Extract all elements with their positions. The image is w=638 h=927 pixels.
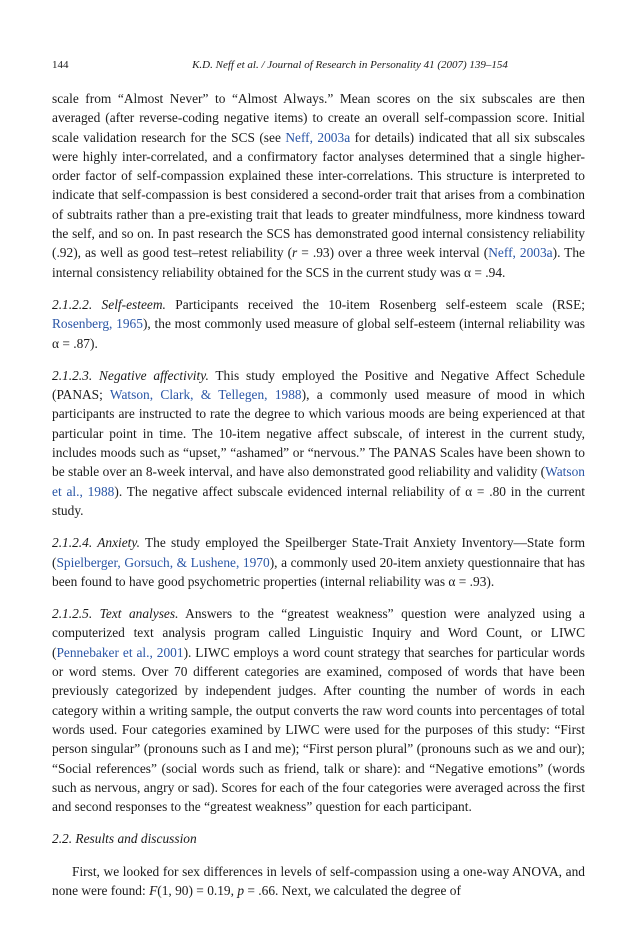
citation-link[interactable]: Pennebaker et al., 2001 (56, 644, 184, 660)
paragraph-results: First, we looked for sex differences in levels of self-compassion using a one-way ANOVA, and none were found: F(1, 90) = 0.19, p = .66. Next, we calculated the degree of (52, 863, 585, 898)
page-number: 144 (52, 59, 69, 71)
article-body (52, 89, 585, 913)
journal-citation: K.D. Neff et al. / Journal of Research in Personality 41 (2007) 139–154 (192, 59, 508, 71)
subsection-heading: 2.1.2.4. Anxiety. (52, 535, 140, 551)
paragraph-anxiety: 2.1.2.4. Anxiety. The study employed the Speilberger State-Trait Anxiety Inventory—State form (Spielberger, Gorsuch, & Lushene, 1970), a commonly used 20-item anxiety questionnaire that has been found to have good psychometric properties (internal reliability was α = .93). (52, 535, 586, 589)
section-heading: 2.2. Results and discussion (52, 831, 197, 847)
paragraph-text-analyses: 2.1.2.5. Text analyses. Answers to the “greatest weakness” question were analyzed using a computerized text analysis program called Linguistic Inquiry and Word Count, or LIWC (Pennebaker et al., 2001). LIWC employs a word count strategy that searches for particular words or word stems. Over 70 different categories are examined, composed of words that have been previously categorized by independent judges. After counting the number of words in each category within a writing sample, the output converts the raw word counts into percentages of total words used. Four categories examined by LIWC were used for the purposes of this study: “First person singular” (pronouns such as I and me); “First person plural” (pronouns such as we and our); “Social references” (social words such as friend, talk or share): and “Negative emotions” (words such as nervous, angry or sad). Scores for each of the four categories were averaged across the first and second responses to the “greatest weakness” question for each participant. (52, 606, 585, 815)
paragraph-negative-affectivity: 2.1.2.3. Negative affectivity. This study employed the Positive and Negative Affect Schedule (PANAS; Watson, Clark, & Tellegen, 1988), a commonly used measure of mood in which participants are instructed to rate the degree to which various moods are being experienced at that particular point in time. The 10-item negative affect subscale, of interest in the current study, includes moods such as “upset,” “ashamed” or “nervous.” The PANAS Scales have been shown to be stable over an 8-week interval, and have also demonstrated good reliability and validity (Watson et al., 1988). The negative affect subscale evidenced internal reliability of α = .80 in the current study. (52, 367, 585, 518)
citation-link[interactable]: Neff, 2003a (285, 129, 351, 145)
subsection-heading: 2.1.2.3. Negative affectivity. (52, 367, 209, 383)
subsection-heading: 2.1.2.5. Text analyses. (52, 606, 179, 622)
citation-link[interactable]: Watson et al., 1988 (52, 464, 585, 499)
citation-link[interactable]: Neff, 2003a (488, 245, 553, 261)
paragraph-scs-description: scale from “Almost Never” to “Almost Always.” Mean scores on the six subscales are then averaged (after reverse-coding negative items) to create an overall self-compassion score. Initial scale validation research for the SCS (see Neff, 2003a for details) indicated that all six subscales were highly inter-correlated, and a confirmatory factor analyses determined that a single higher-order factor of self-compassion explained these inter-correlations. This structure is interpreted to indicate that self-compassion is best considered a second-order trait that arises from a combination of subtraits rather than a pre-existing trait that leads to greater mindfulness, more kindness toward the self, and so on. In past research the SCS has demonstrated good internal consistency reliability (.92), as well as good test–retest reliability (r = .93) over a three week interval (Neff, 2003a). The internal consistency reliability obtained for the SCS in the current study was α = .94. (52, 91, 586, 280)
citation-link[interactable]: Spielberger, Gorsuch, & Lushene, 1970 (56, 554, 270, 570)
citation-link[interactable]: Rosenberg, 1965 (52, 316, 143, 332)
citation-link[interactable]: Watson, Clark, & Tellegen, 1988 (109, 387, 302, 403)
subsection-heading: 2.1.2.2. Self-esteem. (52, 296, 166, 312)
paragraph-self-esteem: 2.1.2.2. Self-esteem. Participants received the 10-item Rosenberg self-esteem scale (RSE; Rosenberg, 1965), the most commonly used measure of global self-esteem (internal reliability was α = .87). (52, 296, 585, 351)
running-head (52, 57, 585, 73)
